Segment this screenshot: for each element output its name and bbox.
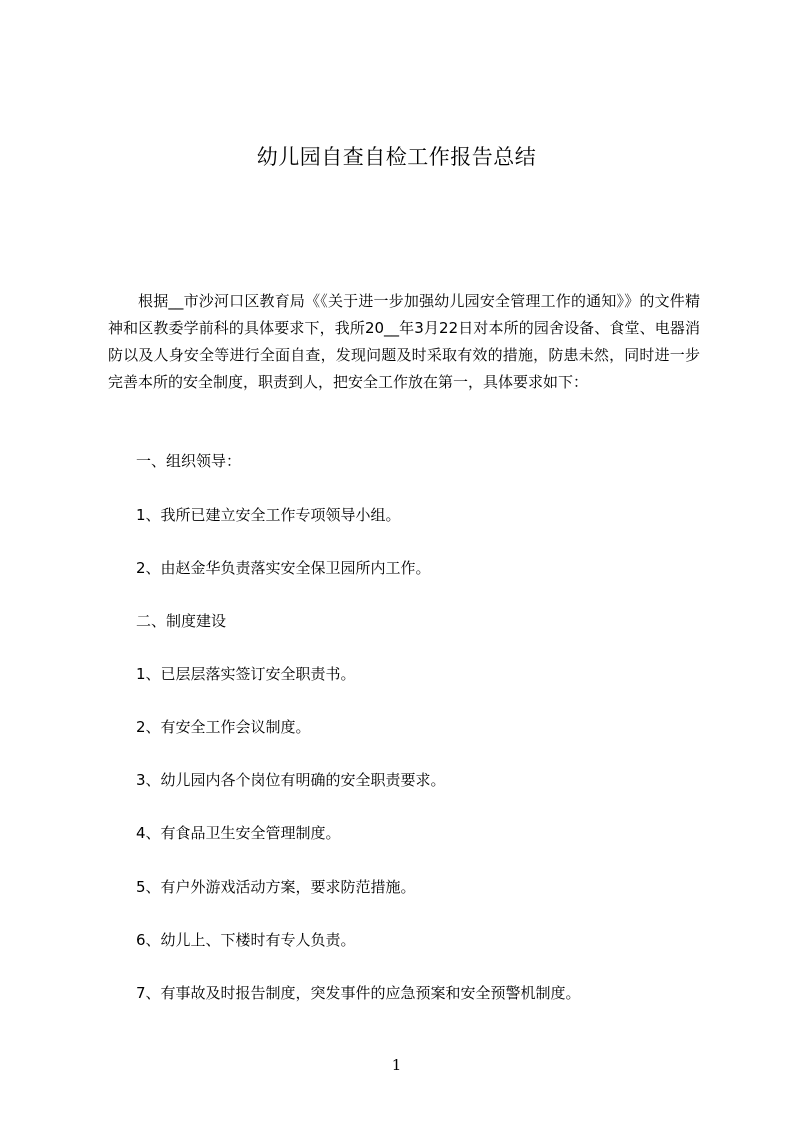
list-item: 6、幼儿上、下楼时有专人负责。	[136, 931, 356, 949]
list-item: 4、有食品卫生安全管理制度。	[136, 824, 341, 842]
list-item: 2、由赵金华负责落实安全保卫园所内工作。	[136, 559, 431, 577]
intro-paragraph: 根据__市沙河口区教育局《《关于进一步加强幼儿园安全管理工作的通知》》的文件精神和区教委学前科的具体要求下，我所20__年3月22日对本所的园舍设备、食堂、电器消防以及人身安全等进行全面自查，发现问题及时采取有效的措施，防患未然，同时进一步完善本所的安全制度，职责到人，把安全工作放在第一，具体要求如下：	[108, 292, 700, 391]
list-item: 5、有户外游戏活动方案，要求防范措施。	[136, 878, 416, 896]
section-heading-system: 二、制度建设	[136, 612, 227, 630]
page-number: 1	[391, 1056, 402, 1074]
list-item: 3、幼儿园内各个岗位有明确的安全职责要求。	[136, 771, 446, 789]
list-item: 1、已层层落实签订安全职责书。	[136, 665, 356, 683]
list-item: 2、有安全工作会议制度。	[136, 718, 311, 736]
section-heading-organization: 一、组织领导：	[136, 452, 242, 470]
list-item: 7、有事故及时报告制度，突发事件的应急预案和安全预警机制度。	[136, 984, 581, 1002]
page-title: 幼儿园自查自检工作报告总结	[256, 145, 537, 169]
list-item: 1、我所已建立安全工作专项领导小组。	[136, 506, 401, 524]
